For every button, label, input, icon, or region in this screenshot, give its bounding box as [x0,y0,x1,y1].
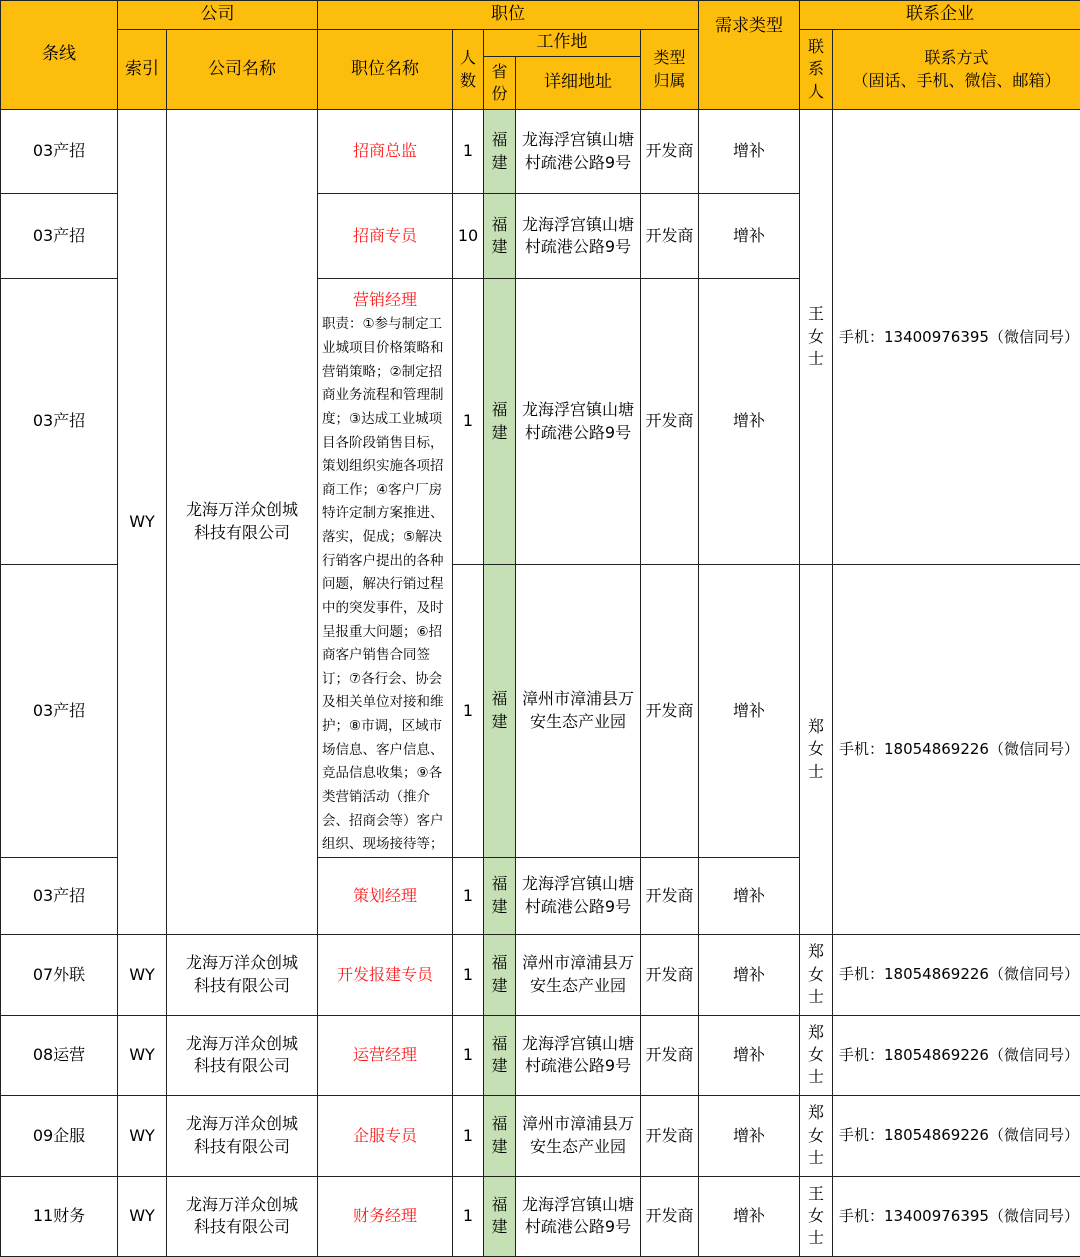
table-header [1,1,1080,110]
contact-person-text: 郑女士 [807,941,825,1008]
cell-type: 开发商 [641,279,699,565]
cell-type: 开发商 [641,110,699,194]
header-address: 详细地址 [516,57,641,110]
cell-index: WY [118,934,167,1015]
address-line1: 龙海浮宫镇山塘 [518,214,638,236]
cell-line: 03产招 [1,565,118,858]
contact-person-text: 王女士 [807,303,825,370]
header-headcount-text: 人数 [459,47,477,92]
cell-address [516,934,641,1015]
cell-line: 11财务 [1,1176,118,1256]
cell-contact-person [800,565,833,935]
cell-count: 1 [453,857,484,934]
address-line2: 安生态产业园 [518,1136,638,1158]
address-line1: 漳州市漳浦县万 [518,1113,638,1135]
cell-line: 07外联 [1,934,118,1015]
header-workplace: 工作地 [484,30,641,57]
cell-position: 企服专员 [318,1095,453,1176]
company-name-line1: 龙海万洋众创城 [167,499,317,521]
header-province-text: 省份 [491,61,509,106]
address-line1: 龙海浮宫镇山塘 [518,129,638,151]
address-line2: 安生态产业园 [518,975,638,997]
company-name-line2: 科技有限公司 [167,1216,317,1238]
cell-position [318,279,453,858]
company-name-line1: 龙海万洋众创城 [167,1194,317,1216]
cell-address [516,194,641,279]
province-text: 福建 [491,214,509,259]
header-contact-person [800,30,833,110]
cell-demand: 增补 [699,565,800,858]
cell-company-name [167,1015,318,1095]
cell-line: 08运营 [1,1015,118,1095]
contact-person-text: 郑女士 [807,1022,825,1089]
table-row [1,110,1080,194]
cell-count: 1 [453,1176,484,1256]
cell-type: 开发商 [641,857,699,934]
cell-contact-person [800,110,833,565]
cell-count: 1 [453,565,484,858]
cell-line: 03产招 [1,194,118,279]
province-text: 福建 [491,1033,509,1078]
address-line1: 龙海浮宫镇山塘 [518,399,638,421]
cell-address [516,857,641,934]
cell-address [516,565,641,858]
cell-province [484,194,516,279]
cell-address [516,279,641,565]
cell-type: 开发商 [641,1176,699,1256]
province-text: 福建 [491,129,509,174]
company-name-line1: 龙海万洋众创城 [167,1113,317,1135]
cell-demand: 增补 [699,194,800,279]
cell-count: 10 [453,194,484,279]
table-body [1,110,1080,1257]
province-text: 福建 [491,873,509,918]
table-row [1,934,1080,1015]
province-text: 福建 [491,399,509,444]
cell-contact-person [800,934,833,1015]
table-row [1,1095,1080,1176]
cell-demand: 增补 [699,857,800,934]
cell-company-name [167,1095,318,1176]
cell-contact-method: 手机：13400976395（微信同号） [833,1176,1080,1256]
header-contact-method [833,30,1080,110]
cell-contact-method: 手机：18054869226（微信同号） [833,1095,1080,1176]
cell-province [484,857,516,934]
cell-demand: 增补 [699,279,800,565]
company-name-line2: 科技有限公司 [167,975,317,997]
position-title: 营销经理 [318,289,452,311]
cell-count: 1 [453,110,484,194]
header-demand-type: 需求类型 [699,1,800,110]
cell-index: WY [118,1176,167,1256]
cell-count: 1 [453,1095,484,1176]
cell-province [484,1176,516,1256]
cell-address [516,1095,641,1176]
header-position-name: 职位名称 [318,30,453,110]
cell-count: 1 [453,934,484,1015]
address-line2: 村疏港公路9号 [518,1216,638,1238]
address-line2: 村疏港公路9号 [518,236,638,258]
cell-company-name [167,934,318,1015]
cell-address [516,110,641,194]
cell-address [516,1015,641,1095]
cell-demand: 增补 [699,1095,800,1176]
cell-index: WY [118,110,167,935]
cell-company-name [167,110,318,935]
cell-line: 09企服 [1,1095,118,1176]
cell-position: 策划经理 [318,857,453,934]
table-row [1,1176,1080,1256]
cell-contact-method: 手机：13400976395（微信同号） [833,110,1080,565]
cell-type: 开发商 [641,1015,699,1095]
header-index: 索引 [118,30,167,110]
address-line1: 龙海浮宫镇山塘 [518,1033,638,1055]
cell-contact-method: 手机：18054869226（微信同号） [833,565,1080,935]
cell-line: 03产招 [1,857,118,934]
header-company-group: 公司 [118,1,318,30]
cell-count: 1 [453,279,484,565]
header-type [641,30,699,110]
cell-demand: 增补 [699,934,800,1015]
cell-position: 财务经理 [318,1176,453,1256]
cell-type: 开发商 [641,934,699,1015]
contact-person-text: 郑女士 [807,1102,825,1169]
cell-demand: 增补 [699,1015,800,1095]
address-line1: 龙海浮宫镇山塘 [518,1194,638,1216]
cell-address [516,1176,641,1256]
cell-type: 开发商 [641,194,699,279]
address-line1: 龙海浮宫镇山塘 [518,873,638,895]
cell-type: 开发商 [641,1095,699,1176]
cell-type: 开发商 [641,565,699,858]
cell-demand: 增补 [699,110,800,194]
position-duties: 职责：①参与制定工业城项目价格策略和营销策略；②制定招商业务流程和管理制度；③达成工业城项目各阶段销售目标，策划组织实施各项招商工作；④客户厂房特许定制方案推进、落实，促成；⑤解决行销客户提出的各种问题，解决行销过程中的突发事件，及时呈报重大问题；⑥招商客户销售合同签订；⑦各行会、协会及相关单位对接和维护；⑧市调，区域市场信息、客户信息、竞品信息收集；⑨各类营销活动（推介会、招商会等）客户组织、现场接待等； [318,311,452,856]
cell-position: 开发报建专员 [318,934,453,1015]
cell-position: 运营经理 [318,1015,453,1095]
address-line1: 漳州市漳浦县万 [518,952,638,974]
header-tiaoxian: 条线 [1,1,118,110]
address-line2: 村疏港公路9号 [518,896,638,918]
header-headcount [453,30,484,110]
contact-person-text: 郑女士 [807,716,825,783]
table-row [1,1015,1080,1095]
province-text: 福建 [491,688,509,733]
address-line2: 安生态产业园 [518,711,638,733]
address-line2: 村疏港公路9号 [518,1055,638,1077]
cell-contact-method: 手机：18054869226（微信同号） [833,1015,1080,1095]
province-text: 福建 [491,1194,509,1239]
header-type-text: 类型归属 [653,47,687,92]
cell-position: 招商总监 [318,110,453,194]
contact-person-text: 王女士 [807,1183,825,1250]
header-contact-person-text: 联系人 [807,36,825,103]
cell-contact-person [800,1176,833,1256]
cell-contact-person [800,1095,833,1176]
header-contact-method-title: 联系方式 [833,47,1080,69]
address-line2: 村疏港公路9号 [518,422,638,444]
address-line2: 村疏港公路9号 [518,152,638,174]
company-name-line1: 龙海万洋众创城 [167,1033,317,1055]
cell-contact-method: 手机：18054869226（微信同号） [833,934,1080,1015]
cell-count: 1 [453,1015,484,1095]
header-contact-group: 联系企业 [800,1,1080,30]
cell-index: WY [118,1015,167,1095]
cell-demand: 增补 [699,1176,800,1256]
address-line1: 漳州市漳浦县万 [518,688,638,710]
cell-province [484,934,516,1015]
cell-province [484,1095,516,1176]
cell-position: 招商专员 [318,194,453,279]
cell-province [484,565,516,858]
header-company-name: 公司名称 [167,30,318,110]
cell-company-name [167,1176,318,1256]
header-contact-method-sub: （固话、手机、微信、邮箱） [833,70,1080,92]
cell-province [484,279,516,565]
cell-province [484,110,516,194]
company-name-line2: 科技有限公司 [167,1136,317,1158]
cell-index: WY [118,1095,167,1176]
cell-province [484,1015,516,1095]
header-position-group: 职位 [318,1,699,30]
cell-line: 03产招 [1,279,118,565]
company-name-line1: 龙海万洋众创城 [167,952,317,974]
province-text: 福建 [491,1113,509,1158]
company-name-line2: 科技有限公司 [167,1055,317,1077]
cell-contact-person [800,1015,833,1095]
company-name-line2: 科技有限公司 [167,522,317,544]
province-text: 福建 [491,952,509,997]
header-province [484,57,516,110]
cell-line: 03产招 [1,110,118,194]
